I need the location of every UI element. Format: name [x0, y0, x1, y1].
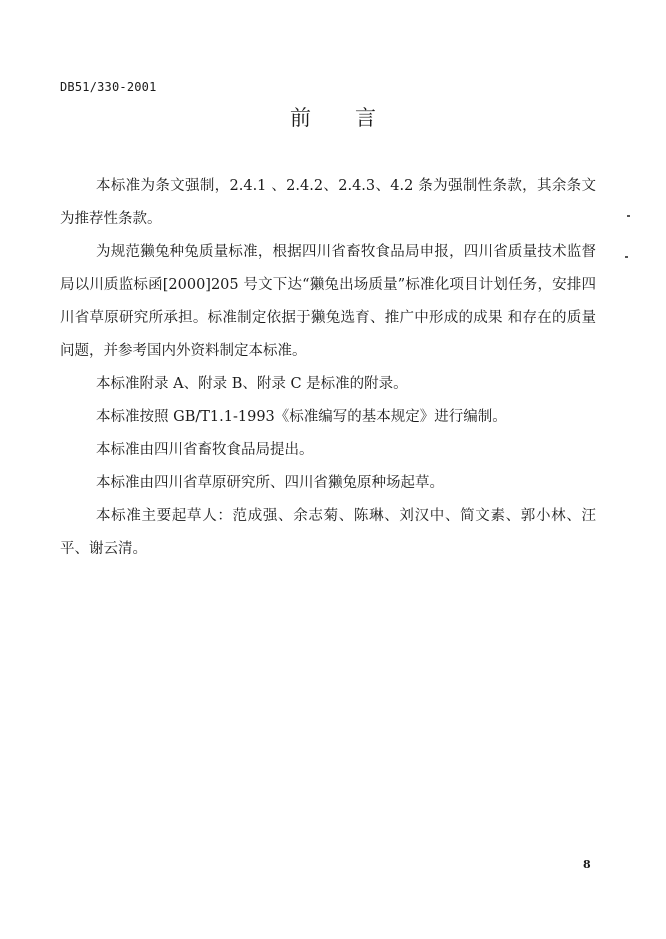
paragraph-appendices: 本标准附录 A、附录 B、附录 C 是标准的附录。 — [96, 376, 408, 392]
page-number: 8 — [583, 858, 591, 871]
paragraph-drafting-rules: 本标准按照 GB/T1.1-1993《标准编写的基本规定》进行编制。 — [96, 409, 507, 425]
scan-speck — [627, 215, 630, 217]
page-title — [0, 102, 666, 132]
title-char-1: 前 — [290, 106, 311, 130]
paragraph-drafters: 本标准主要起草人：范成强、余志菊、陈琳、刘汉中、简文素、郭小林、汪平、谢云清。 — [60, 508, 596, 557]
paragraph-drafting-units: 本标准由四川省草原研究所、四川省獭兔原种场起草。 — [96, 475, 444, 491]
paragraph-proposer: 本标准由四川省畜牧食品局提出。 — [96, 442, 314, 458]
scan-speck — [625, 256, 628, 258]
document-code: DB51/330-2001 — [60, 80, 157, 94]
paragraph-background: 为规范獭兔种兔质量标准，根据四川省畜牧食品局申报，四川省质量技术监督局以川质监标函[2000]205 号文下达“獭兔出场质量”标准化项目计划任务，安排四川省草原研究所承担。标准制定依据于獭兔选育、推广中形成的成果 和存在的质量 问题，并参考国内外资料制定本标准。 — [60, 244, 596, 359]
foreword-body — [60, 170, 596, 566]
paragraph-mandatory-clauses: 本标准为条文强制，2.4.1 、2.4.2、2.4.3、4.2 条为强制性条款，其余条文为推荐性条款。 — [60, 178, 596, 227]
title-char-2: 言 — [355, 106, 376, 130]
